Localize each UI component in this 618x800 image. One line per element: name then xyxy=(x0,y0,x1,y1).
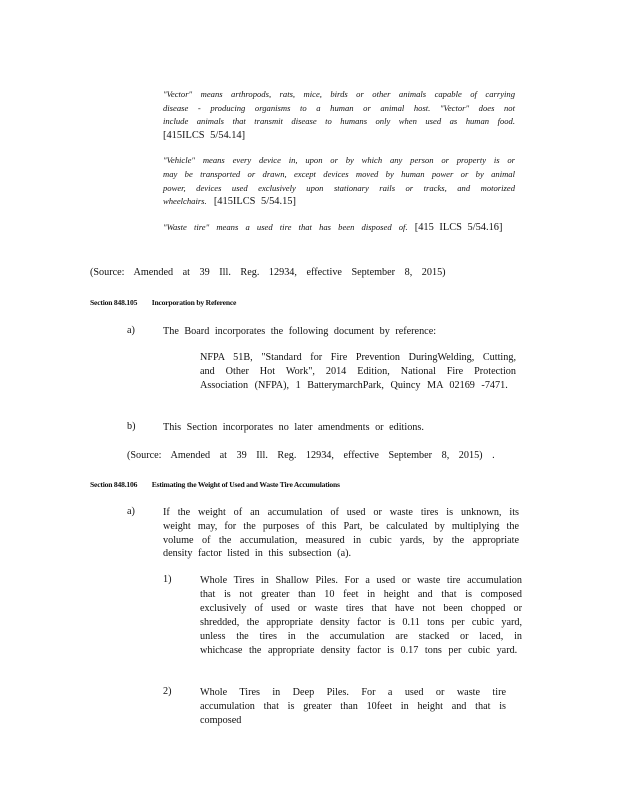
section-number: Section 848.105 xyxy=(90,298,138,307)
subsection-text-a: If the weight of an accumulation of used or waste tires is unknown, its weight may, for the purposes of this Part, be calculated by multiplying the volume of the accumulation, measured in cubic yards, by the appropriate density factor listed in this subsection (a). xyxy=(163,507,519,560)
statute-citation: [415ILCS 5/54.14] xyxy=(163,129,246,141)
definition-text: "Vehicle" means every device in, upon or by which any person or property is or may be transported or drawn, except devices moved by human power or by animal power, devices used exclusively upon stationary rails or tracks, and motorized wheelchairs. xyxy=(163,155,515,207)
definition-text: "Vector" means arthropods, rats, mice, birds or other animals capable of carrying disease - producing organisms to a human or animal host. "Vector" does not include animals that transmit disease to humans only when used as human food. xyxy=(163,89,515,127)
subsection-text-a: The Board incorporates the following document by reference: xyxy=(163,326,437,337)
source-note: (Source: Amended at 39 Ill. Reg. 12934, effective September 8, 2015) . xyxy=(127,450,495,461)
subsection-label-a: a) xyxy=(127,325,135,336)
subsection-label-b: b) xyxy=(127,421,136,432)
incorporated-document: NFPA 51B, "Standard for Fire Prevention DuringWelding, Cutting, and Other Hot Work", 2014 Edition, National Fire Protection Association (NFPA), 1 BatterymarchPark, Quincy MA 02169 -7471. xyxy=(200,352,516,391)
subsection-text-b: This Section incorporates no later amendments or editions. xyxy=(163,422,424,433)
item-label-1: 1) xyxy=(163,574,172,585)
section-number: Section 848.106 xyxy=(90,480,138,489)
definitions-list xyxy=(163,88,515,243)
section-heading-848-105 xyxy=(90,298,236,307)
definition-vehicle xyxy=(163,154,515,208)
definition-waste-tire xyxy=(163,221,515,235)
statute-citation: [415 ILCS 5/54.16] xyxy=(414,221,503,233)
subsection-label-a: a) xyxy=(127,506,135,517)
definition-vector xyxy=(163,88,515,142)
item-text-2: Whole Tires in Deep Piles. For a used or waste tire accumulation that is greater than 10feet in height and that is composed xyxy=(200,687,506,726)
item-label-2: 2) xyxy=(163,686,172,697)
section-title: Incorporation by Reference xyxy=(151,298,237,307)
source-note: (Source: Amended at 39 Ill. Reg. 12934, effective September 8, 2015) xyxy=(90,267,446,278)
section-heading-848-106 xyxy=(90,480,340,489)
item-text-1: Whole Tires in Shallow Piles. For a used or waste tire accumulation that is not greater than 10 feet in height and that is composed exclusively of used or waste tires that have not been chopped or shredded, the appropriate density factor is 0.11 tons per cubic yard, unless the tires in the accumulation are stacked or laced, in whichcase the appropriate density factor is 0.17 tons per cubic yard. xyxy=(200,575,522,656)
definition-text: "Waste tire" means a used tire that has been disposed of. xyxy=(163,221,408,232)
statute-citation: [415ILCS 5/54.15] xyxy=(213,196,296,208)
section-title: Estimating the Weight of Used and Waste Tire Accumulations xyxy=(151,480,340,489)
